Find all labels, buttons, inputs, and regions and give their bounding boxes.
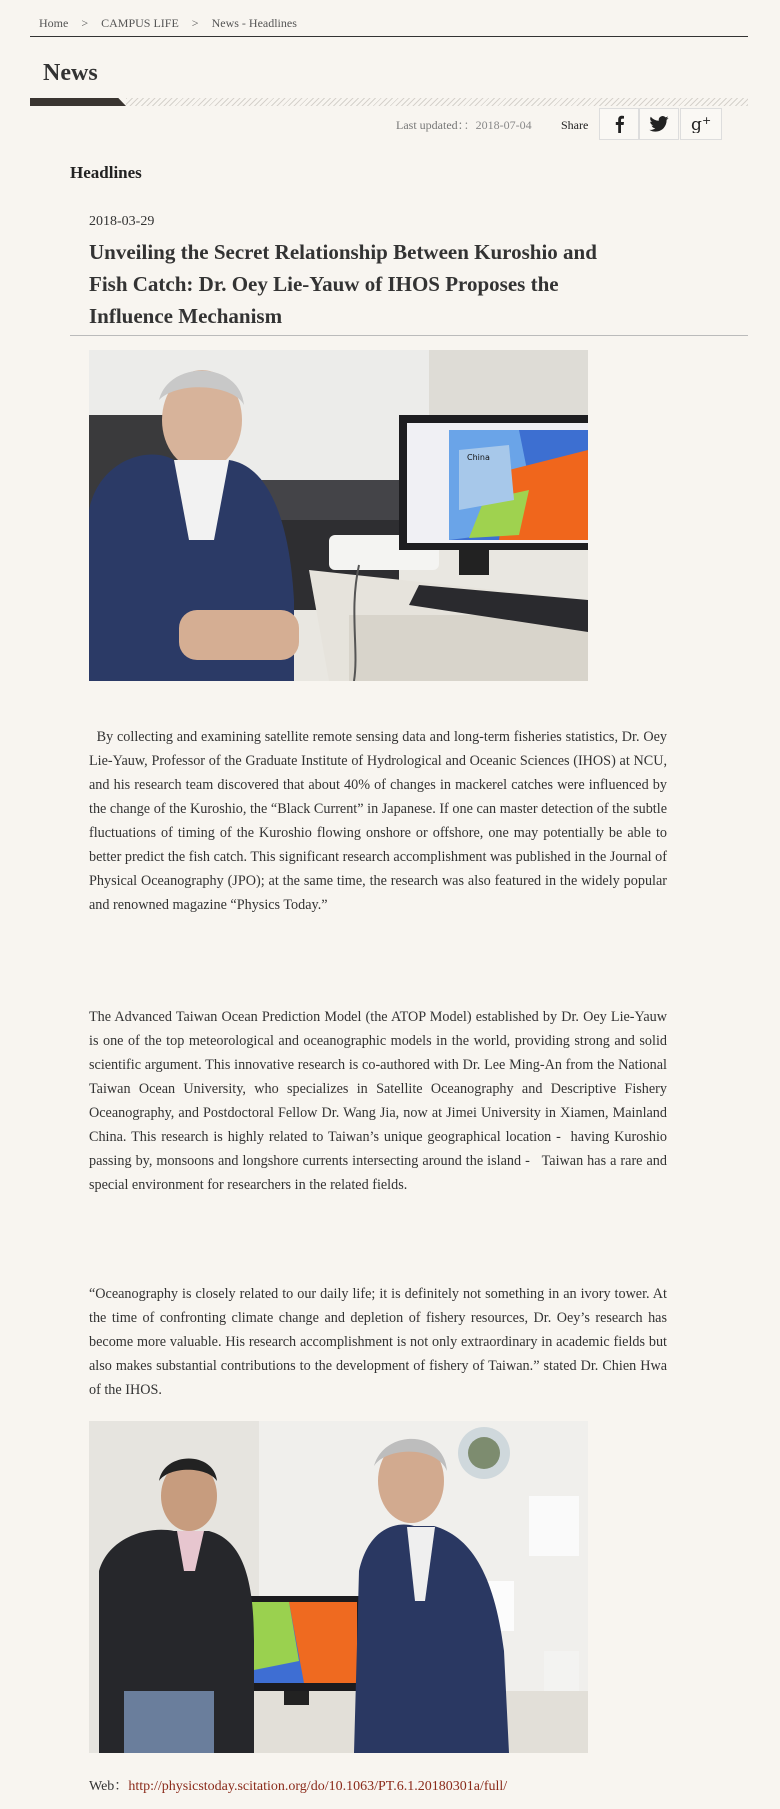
title-hatch-divider [126,98,748,106]
last-updated [396,110,532,140]
article-paragraph: “Oceanography is closely related to our daily life; it is definitely not something in an ivory tower. At the time of confronting climate change and depletion of fishery resources, Dr. Oey’s research has become more valuable. His research accomplishment is not only extraordinary in academic fields but also makes substantial contributions to the development of fishery of Taiwan.” stated Dr. Chien Hwa of the IHOS. [89,1286,667,1398]
page-title: News [43,60,98,86]
web-reference [89,1775,507,1795]
breadcrumb-divider [30,36,748,37]
article-date: 2018-03-29 [89,214,155,229]
web-label: Web： [89,1779,129,1794]
article-divider [70,335,748,336]
facebook-share-button[interactable] [599,108,639,140]
section-heading: Headlines [70,163,142,182]
svg-text:g: g [691,115,702,133]
professor-office-photo [89,350,588,681]
map-label-china: China [467,453,490,462]
article-paragraph: By collecting and examining satellite remote sensing data and long-term fisheries statistics, Dr. Oey Lie-Yauw, Professor of the Graduate Institute of Hydrological and Oceanic Sciences (IHOS) at NCU, and his research team discovered that about 40% of changes in mackerel catches were influenced by the change of the Kuroshio, the “Black Current” in Japanese. If one can master detection of the subtle fluctuations of timing of the Kuroshio flowing onshore or offshore, one may potentially be able to better predict the fish catch. This significant research accomplishment was published in the Journal of Physical Oceanography (JPO); at the same time, the research was also featured in the widely popular and renowned magazine “Physics Today.” [89,729,667,913]
breadcrumb-current[interactable]: News - Headlines [211,16,297,30]
breadcrumb-campus-life[interactable]: CAMPUS LIFE [101,16,179,30]
share-label: Share [561,118,589,132]
breadcrumb [39,16,305,31]
twitter-share-button[interactable] [639,108,679,140]
breadcrumb-separator: > [81,16,89,30]
article-title: Unveiling the Secret Relationship Between Kuroshio and Fish Catch: Dr. Oey Lie-Yauw of IHOS Proposes the Influence Mechanism [89,240,597,328]
facebook-icon [613,115,625,133]
article-paragraph: The Advanced Taiwan Ocean Prediction Model (the ATOP Model) established by Dr. Oey Lie-Yauw is one of the top meteorological and oceanographic models in the world, providing strong and solid scientific argument. This innovative research is co-authored with Dr. Lee Ming-An from the National Taiwan Ocean University, who specializes in Satellite Oceanography and Descriptive Fishery Oceanography, and Postdoctoral Fellow Dr. Wang Jia, now at Jimei University in Xiamen, Mainland China. This research is highly related to Taiwan’s unique geographical location - having Kuroshio passing by, monsoons and longshore currents intersecting around the island - Taiwan has a rare and special environment for researchers in the related fields. [89,1009,667,1193]
twitter-icon [649,116,669,132]
breadcrumb-home[interactable]: Home [39,16,69,30]
last-updated-label: Last updated： [396,118,464,132]
web-reference-link[interactable]: http://physicstoday.scitation.org/do/10.1063/PT.6.1.20180301a/full/ [128,1779,508,1794]
google-plus-share-button[interactable] [680,108,722,140]
researchers-photo [89,1421,588,1753]
svg-text:+: + [702,115,712,127]
last-updated-date: ：2018-07-04 [463,118,532,132]
google-plus-icon [690,115,712,133]
title-underline [30,98,126,106]
breadcrumb-separator: > [191,16,199,30]
